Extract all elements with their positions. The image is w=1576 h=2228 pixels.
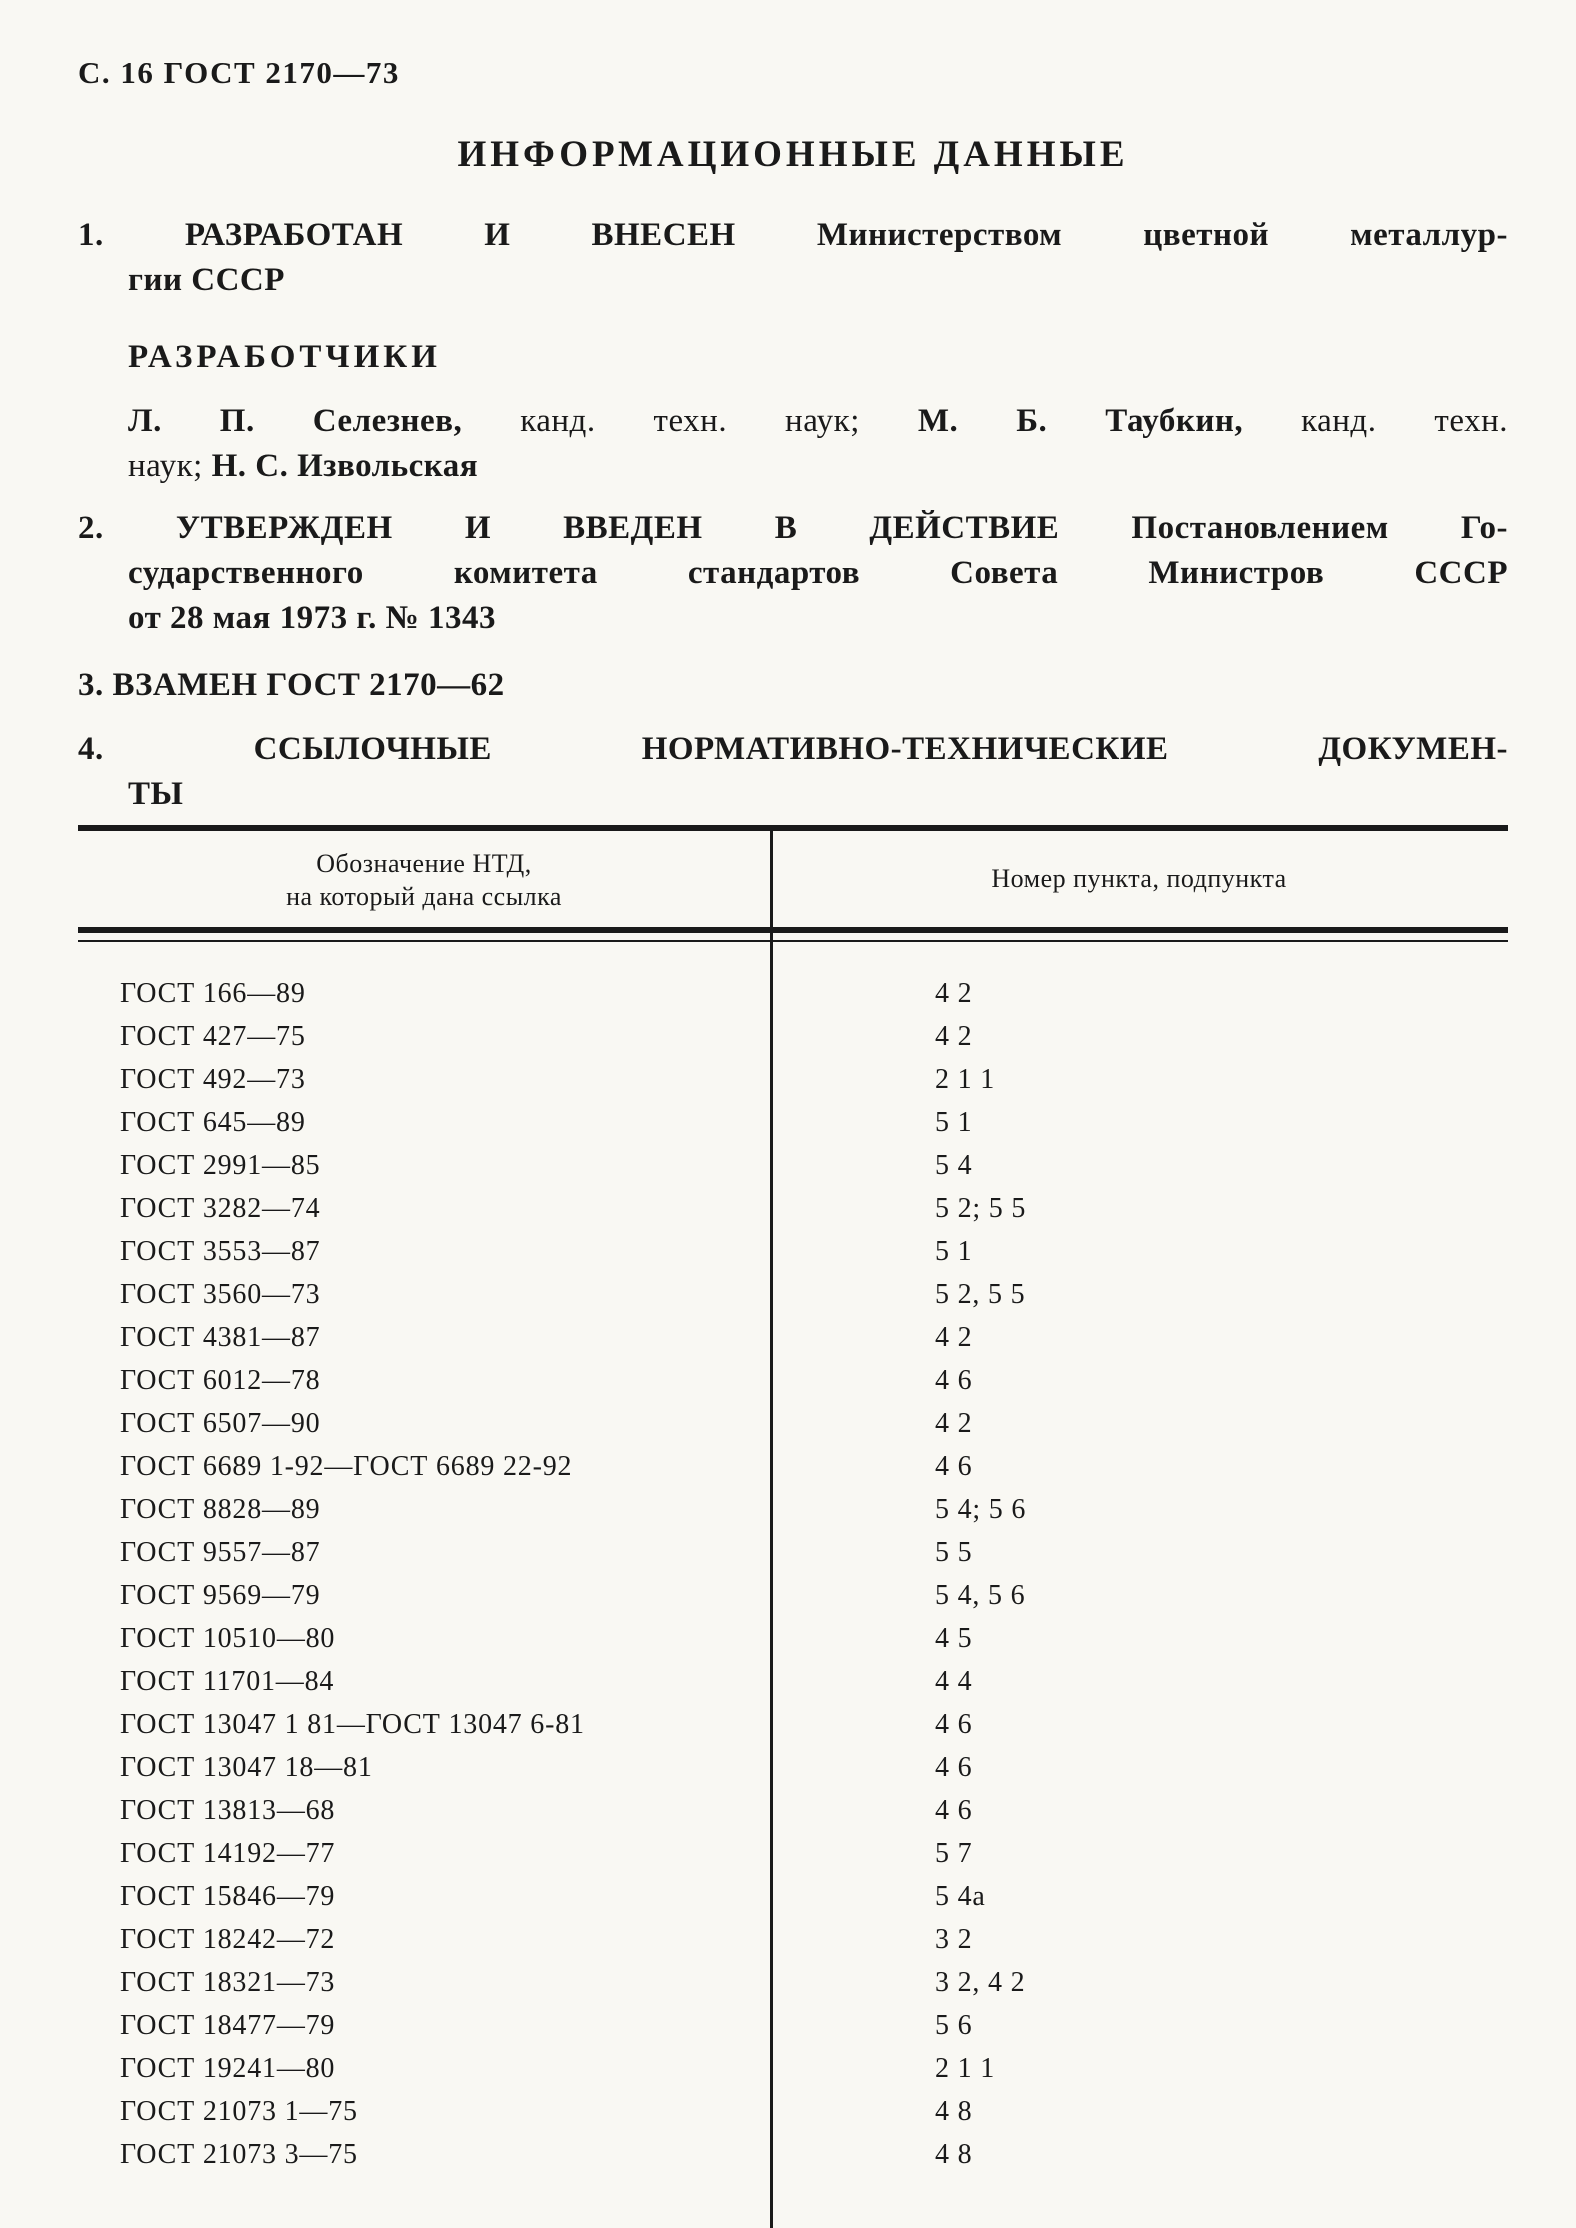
ntd-designation-cell: ГОСТ 11701—84	[120, 1666, 335, 1697]
text-line: ТЫ	[128, 776, 184, 812]
clause-number-cell: 5 4	[935, 1150, 973, 1181]
table-row	[78, 1058, 1508, 1101]
clause-number-cell: 4 4	[935, 1666, 973, 1697]
table-row	[78, 972, 1508, 1015]
clause-number-cell: 4 6	[935, 1795, 973, 1826]
column-header-ntd-designation	[78, 831, 770, 927]
ntd-designation-cell: ГОСТ 13813—68	[120, 1795, 336, 1826]
text-line: сударственного комитета стандартов Совета Министров СССР	[128, 555, 1508, 591]
section-4-references-heading	[78, 727, 1508, 817]
ntd-designation-cell: ГОСТ 18477—79	[120, 2010, 336, 2041]
table-header-rule	[78, 927, 1508, 942]
table-row	[78, 1531, 1508, 1574]
ntd-designation-cell: ГОСТ 6507—90	[120, 1408, 321, 1439]
clause-number-cell: 3 2	[935, 1924, 973, 1955]
table-body	[78, 942, 1508, 2228]
table-row	[78, 1187, 1508, 1230]
text-line: 3. ВЗАМЕН ГОСТ 2170—62	[78, 667, 505, 703]
text-line: 1. РАЗРАБОТАН И ВНЕСЕН Министерством цветной металлур-	[78, 217, 1508, 253]
clause-number-cell: 4 2	[935, 1021, 973, 1052]
clause-number-cell: 4 6	[935, 1752, 973, 1783]
clause-number-cell: 5 2, 5 5	[935, 1279, 1026, 1310]
table-row	[78, 1273, 1508, 1316]
ntd-designation-cell: ГОСТ 9557—87	[120, 1537, 321, 1568]
table-row	[78, 1918, 1508, 1961]
clause-number-cell: 4 6	[935, 1451, 973, 1482]
text-line	[128, 399, 1508, 444]
person-title: наук;	[128, 448, 212, 484]
table-row	[78, 1488, 1508, 1531]
ntd-designation-cell: ГОСТ 2991—85	[120, 1150, 321, 1181]
person-title: канд. техн. наук;	[462, 403, 918, 439]
clause-number-cell: 5 5	[935, 1537, 973, 1568]
table-row	[78, 1230, 1508, 1273]
ntd-designation-cell: ГОСТ 3282—74	[120, 1193, 321, 1224]
clause-number-cell: 4 8	[935, 2139, 973, 2170]
table-row	[78, 1101, 1508, 1144]
table-row	[78, 2090, 1508, 2133]
ntd-designation-cell: ГОСТ 6689 1-92—ГОСТ 6689 22-92	[120, 1451, 573, 1482]
clause-number-cell: 3 2, 4 2	[935, 1967, 1026, 1998]
section-3-replaces	[78, 663, 1508, 708]
table-row	[78, 1746, 1508, 1789]
clause-number-cell: 4 2	[935, 1408, 973, 1439]
clause-number-cell: 5 1	[935, 1107, 973, 1138]
column-header-clause	[770, 831, 1508, 927]
clause-number-cell: 4 5	[935, 1623, 973, 1654]
table-row	[78, 2133, 1508, 2176]
developers-names-paragraph	[128, 399, 1508, 489]
person-name: Н. С. Извольская	[211, 448, 479, 484]
table-row	[78, 1316, 1508, 1359]
ntd-designation-cell: ГОСТ 492—73	[120, 1064, 306, 1095]
clause-number-cell: 5 6	[935, 2010, 973, 2041]
clause-number-cell: 5 2; 5 5	[935, 1193, 1027, 1224]
ntd-designation-cell: ГОСТ 21073 1—75	[120, 2096, 358, 2127]
clause-number-cell: 5 4; 5 6	[935, 1494, 1027, 1525]
table-row	[78, 1832, 1508, 1875]
references-table	[78, 825, 1508, 2228]
clause-number-cell: 5 7	[935, 1838, 973, 1869]
ntd-designation-cell: ГОСТ 18242—72	[120, 1924, 336, 1955]
table-row	[78, 1617, 1508, 1660]
ntd-designation-cell: ГОСТ 645—89	[120, 1107, 306, 1138]
table-row	[78, 1789, 1508, 1832]
person-name: М. Б. Таубкин,	[917, 403, 1244, 439]
ntd-designation-cell: ГОСТ 4381—87	[120, 1322, 321, 1353]
ntd-designation-cell: ГОСТ 21073 3—75	[120, 2139, 358, 2170]
text-line: от 28 мая 1973 г. № 1343	[128, 600, 497, 636]
clause-number-cell: 4 2	[935, 1322, 973, 1353]
table-row	[78, 1402, 1508, 1445]
table-row	[78, 1660, 1508, 1703]
table-row	[78, 2004, 1508, 2047]
clause-number-cell: 5 4, 5 6	[935, 1580, 1026, 1611]
ntd-designation-cell: ГОСТ 427—75	[120, 1021, 306, 1052]
table-row	[78, 1445, 1508, 1488]
ntd-designation-cell: ГОСТ 13047 18—81	[120, 1752, 373, 1783]
text-line: Обозначение НТД,	[316, 849, 532, 878]
ntd-designation-cell: ГОСТ 166—89	[120, 978, 306, 1009]
person-title: канд. техн.	[1243, 403, 1508, 439]
ntd-designation-cell: ГОСТ 13047 1 81—ГОСТ 13047 6-81	[120, 1709, 585, 1740]
text-line: 4. ССЫЛОЧНЫЕ НОРМАТИВНО-ТЕХНИЧЕСКИЕ ДОКУМЕН-	[78, 731, 1508, 767]
section-1-developed-by	[78, 213, 1508, 303]
table-row	[78, 1703, 1508, 1746]
clause-number-cell: 4 6	[935, 1365, 973, 1396]
ntd-designation-cell: ГОСТ 14192—77	[120, 1838, 336, 1869]
ntd-designation-cell: ГОСТ 6012—78	[120, 1365, 321, 1396]
text-line	[128, 444, 1508, 489]
ntd-designation-cell: ГОСТ 8828—89	[120, 1494, 321, 1525]
clause-number-cell: 2 1 1	[935, 1064, 995, 1095]
clause-number-cell: 2 1 1	[935, 2053, 995, 2084]
clause-number-cell: 4 2	[935, 978, 973, 1009]
ntd-designation-cell: ГОСТ 3560—73	[120, 1279, 321, 1310]
ntd-designation-cell: ГОСТ 9569—79	[120, 1580, 321, 1611]
ntd-designation-cell: ГОСТ 18321—73	[120, 1967, 336, 1998]
clause-number-cell: 4 6	[935, 1709, 973, 1740]
section-2-approved	[78, 506, 1508, 641]
clause-number-cell: 5 4а	[935, 1881, 986, 1912]
ntd-designation-cell: ГОСТ 10510—80	[120, 1623, 336, 1654]
developers-heading: РАЗРАБОТЧИКИ	[128, 339, 441, 375]
person-name: Л. П. Селезнев,	[128, 403, 463, 439]
table-row	[78, 1359, 1508, 1402]
table-row	[78, 1015, 1508, 1058]
document-title: ИНФОРМАЦИОННЫЕ ДАННЫЕ	[457, 134, 1129, 175]
table-column-divider	[770, 825, 773, 2228]
table-row	[78, 1144, 1508, 1187]
table-row	[78, 1961, 1508, 2004]
clause-number-cell: 4 8	[935, 2096, 973, 2127]
table-row	[78, 1574, 1508, 1617]
ntd-designation-cell: ГОСТ 3553—87	[120, 1236, 321, 1267]
text-line: на который дана ссылка	[286, 882, 562, 911]
clause-number-cell: 5 1	[935, 1236, 973, 1267]
table-header-row	[78, 825, 1508, 927]
ntd-designation-cell: ГОСТ 19241—80	[120, 2053, 336, 2084]
text-line: гии СССР	[128, 262, 285, 298]
column-header-clause-label: Номер пункта, подпункта	[991, 864, 1287, 893]
text-line: 2. УТВЕРЖДЕН И ВВЕДЕН В ДЕЙСТВИЕ Постановлением Го-	[78, 510, 1508, 546]
page-header: С. 16 ГОСТ 2170—73	[78, 55, 400, 90]
table-row	[78, 2047, 1508, 2090]
table-row	[78, 1875, 1508, 1918]
ntd-designation-cell: ГОСТ 15846—79	[120, 1881, 336, 1912]
